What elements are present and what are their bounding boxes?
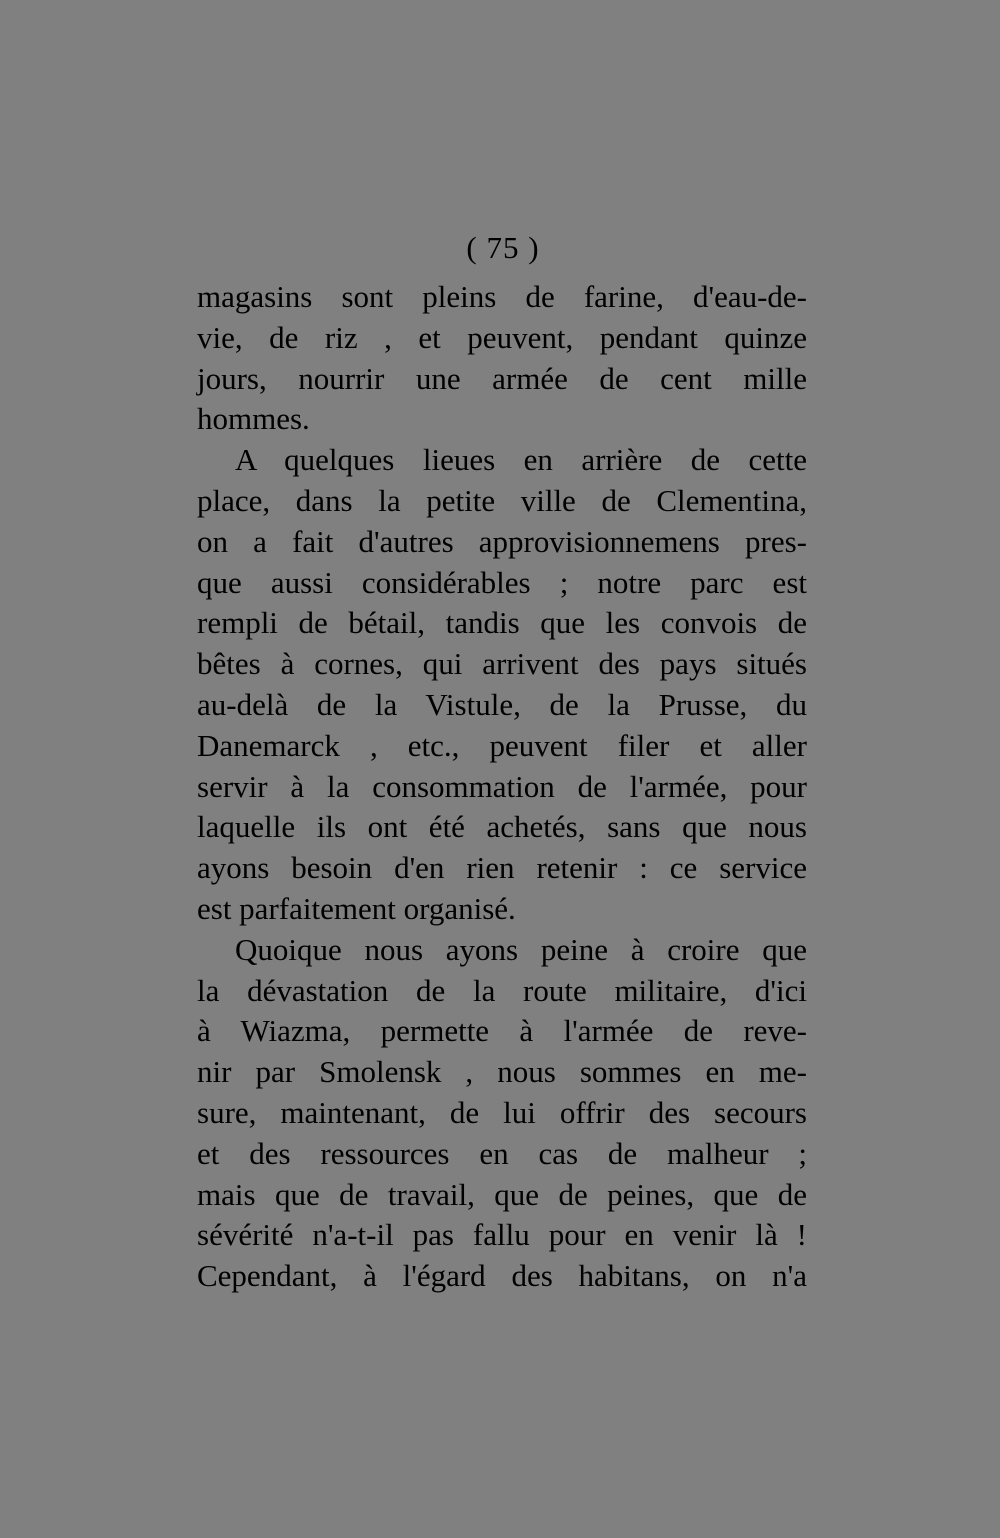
text-line: on a fait d'autres approvisionnemens pres-: [197, 523, 807, 559]
text-line: ayons besoin d'en rien retenir : ce service: [197, 850, 807, 886]
text-line: et des ressources en cas de malheur ;: [197, 1135, 807, 1171]
text-line: rempli de bétail, tandis que les convois de: [197, 605, 807, 641]
text-line: sévérité n'a-t-il pas fallu pour en venir là !: [197, 1217, 807, 1253]
paragraph: [197, 277, 807, 440]
text-line: bêtes à cornes, qui arrivent des pays situés: [197, 646, 807, 682]
text-line: mais que de travail, que de peines, que de: [197, 1176, 807, 1212]
text-line: magasins sont pleins de farine, d'eau-de-: [197, 279, 807, 314]
text-line: Danemarck , etc., peuvent filer et aller: [197, 727, 807, 763]
text-line: la dévastation de la route militaire, d'ici: [197, 972, 807, 1008]
page-number: ( 75 ): [466, 230, 540, 265]
text-line: est parfaitement organisé.: [197, 890, 516, 926]
text-line: au-delà de la Vistule, de la Prusse, du: [197, 686, 807, 722]
text-line: hommes.: [197, 401, 310, 437]
text-line: sure, maintenant, de lui offrir des secours: [197, 1094, 807, 1130]
text-line: à Wiazma, permette à l'armée de reve-: [197, 1013, 807, 1049]
paragraph: [197, 930, 807, 1297]
text-line: vie, de riz , et peuvent, pendant quinze: [197, 319, 807, 355]
text-line: jours, nourrir une armée de cent mille: [197, 360, 807, 396]
text-line: Cependant, à l'égard des habitans, on n'a: [197, 1258, 807, 1294]
text-line: place, dans la petite ville de Clementina,: [197, 482, 807, 518]
text-line: A quelques lieues en arrière de cette: [235, 442, 807, 478]
text-line: nir par Smolensk , nous sommes en me-: [197, 1054, 807, 1090]
text-line: Quoique nous ayons peine à croire que: [235, 931, 807, 967]
paragraph: [197, 440, 807, 930]
text-line: que aussi considérables ; notre parc est: [197, 564, 807, 600]
text-line: laquelle ils ont été achetés, sans que nous: [197, 809, 807, 845]
text-line: servir à la consommation de l'armée, pour: [197, 768, 807, 804]
page-text: [197, 277, 807, 1297]
